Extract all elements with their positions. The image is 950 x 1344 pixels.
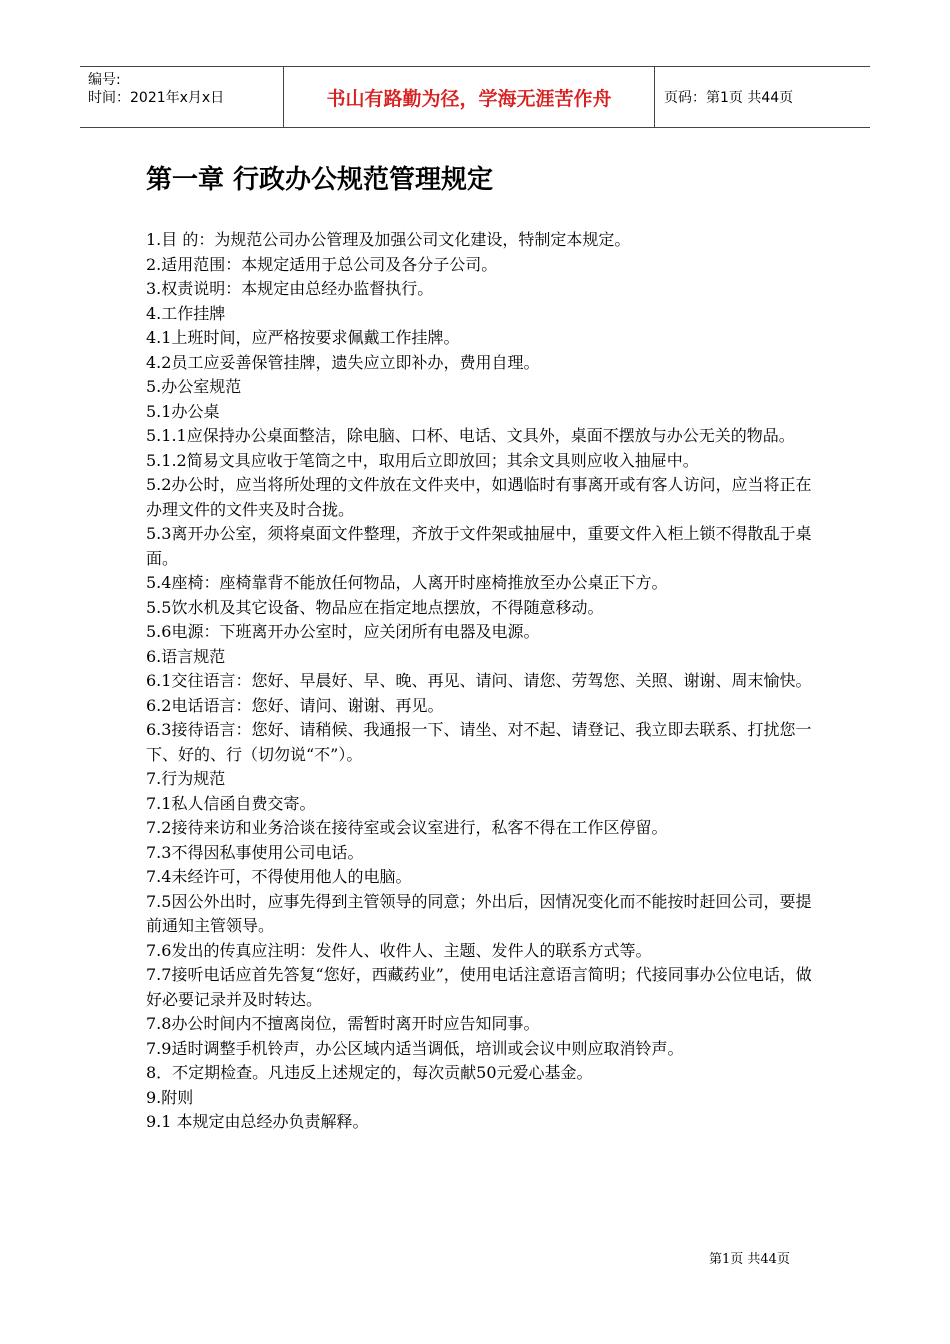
paragraph: 5.1.1应保持办公桌面整洁，除电脑、口杯、电话、文具外，桌面不摆放与办公无关的物品。 — [146, 426, 795, 445]
paragraph: 7.7接听电话应首先答复“您好，西藏药业”，使用电话注意语言简明；代接同事办公位电话，做好必要记录并及时转达。 — [146, 965, 812, 1009]
paragraph: 5.5饮水机及其它设备、物品应在指定地点摆放，不得随意移动。 — [146, 597, 604, 617]
paragraph: 1.目 的：为规范公司办公管理及加强公司文化建设，特制定本规定。 — [146, 230, 631, 249]
paragraph: 5.1.2简易文具应收于笔筒之中，取用后立即放回；其余文具则应收入抽屉中。 — [146, 450, 699, 470]
chapter-title: 第一章 行政办公规范管理规定 — [146, 165, 494, 195]
paragraph: 4.2员工应妥善保管挂牌，遗失应立即补办，费用自理。 — [146, 352, 540, 372]
paragraph: 7.9适时调整手机铃声，办公区域内适当调低，培训或会议中则应取消铃声。 — [146, 1038, 684, 1058]
paragraph: 6.3接待语言：您好、请稍候、我通报一下、请坐、对不起、请登记、我立即去联系、打扰您一下、好的、行（切勿说“不”）。 — [146, 720, 812, 764]
page-footer: 第1页 共44页 — [709, 1252, 790, 1267]
header-meta — [80, 67, 283, 127]
paragraph: 7.5因公外出时，应事先得到主管领导的同意；外出后，因情况变化而不能按时赶回公司，要提前通知主管领导。 — [146, 891, 812, 935]
paragraph: 3.权责说明：本规定由总经办监督执行。 — [146, 279, 434, 298]
paragraph: 9.1 本规定由总经办负责解释。 — [146, 1112, 369, 1131]
document-number-label: 编号: — [88, 72, 121, 88]
paragraph: 7.3不得因私事使用公司电话。 — [146, 842, 364, 862]
document-body — [146, 228, 812, 1135]
document-date: 时间：2021年x月x日 — [88, 90, 225, 106]
section-heading: 6.语言规范 — [146, 646, 226, 666]
paragraph: 2.适用范围：本规定适用于总公司及各分子公司。 — [146, 254, 498, 274]
paragraph: 7.8办公时间内不擅离岗位，需暂时离开时应告知同事。 — [146, 1014, 540, 1033]
section-heading: 5.办公室规范 — [146, 377, 242, 396]
section-heading: 4.工作挂牌 — [146, 303, 226, 323]
paragraph: 5.2办公时，应当将所处理的文件放在文件夹中，如遇临时有事离开或有客人访问，应当将正在办理文件的文件夹及时合拢。 — [146, 475, 812, 519]
paragraph: 5.4座椅：座椅靠背不能放任何物品，人离开时座椅推放至办公桌正下方。 — [146, 573, 668, 592]
paragraph: 7.2接待来访和业务洽谈在接待室或会议室进行，私客不得在工作区停留。 — [146, 818, 668, 837]
header-motto: 书山有路勤为径，学海无涯苦作舟 — [283, 67, 655, 127]
paragraph: 6.2电话语言：您好、请问、谢谢、再见。 — [146, 695, 444, 715]
paragraph: 4.1上班时间，应严格按要求佩戴工作挂牌。 — [146, 328, 460, 347]
page-header — [80, 66, 870, 128]
paragraph: 5.6电源：下班离开办公室时，应关闭所有电器及电源。 — [146, 622, 540, 641]
paragraph: 5.3离开办公室，须将桌面文件整理，齐放于文件架或抽屉中，重要文件入柜上锁不得散乱于桌面。 — [146, 524, 812, 568]
subsection-heading: 5.1办公桌 — [146, 401, 220, 421]
section-heading: 9.附则 — [146, 1087, 194, 1107]
paragraph: 7.6发出的传真应注明：发件人、收件人、主题、发件人的联系方式等。 — [146, 940, 652, 960]
header-page-info: 页码：第1页 共44页 — [664, 90, 794, 106]
paragraph: 8．不定期检查。凡违反上述规定的，每次贡献50元爱心基金。 — [146, 1063, 593, 1082]
section-heading: 7.行为规范 — [146, 769, 226, 788]
paragraph: 6.1交往语言：您好、早晨好、早、晚、再见、请问、请您、劳驾您、关照、谢谢、周末愉快。 — [146, 671, 812, 690]
paragraph: 7.4未经许可，不得使用他人的电脑。 — [146, 867, 412, 886]
paragraph: 7.1私人信函自费交寄。 — [146, 793, 316, 813]
